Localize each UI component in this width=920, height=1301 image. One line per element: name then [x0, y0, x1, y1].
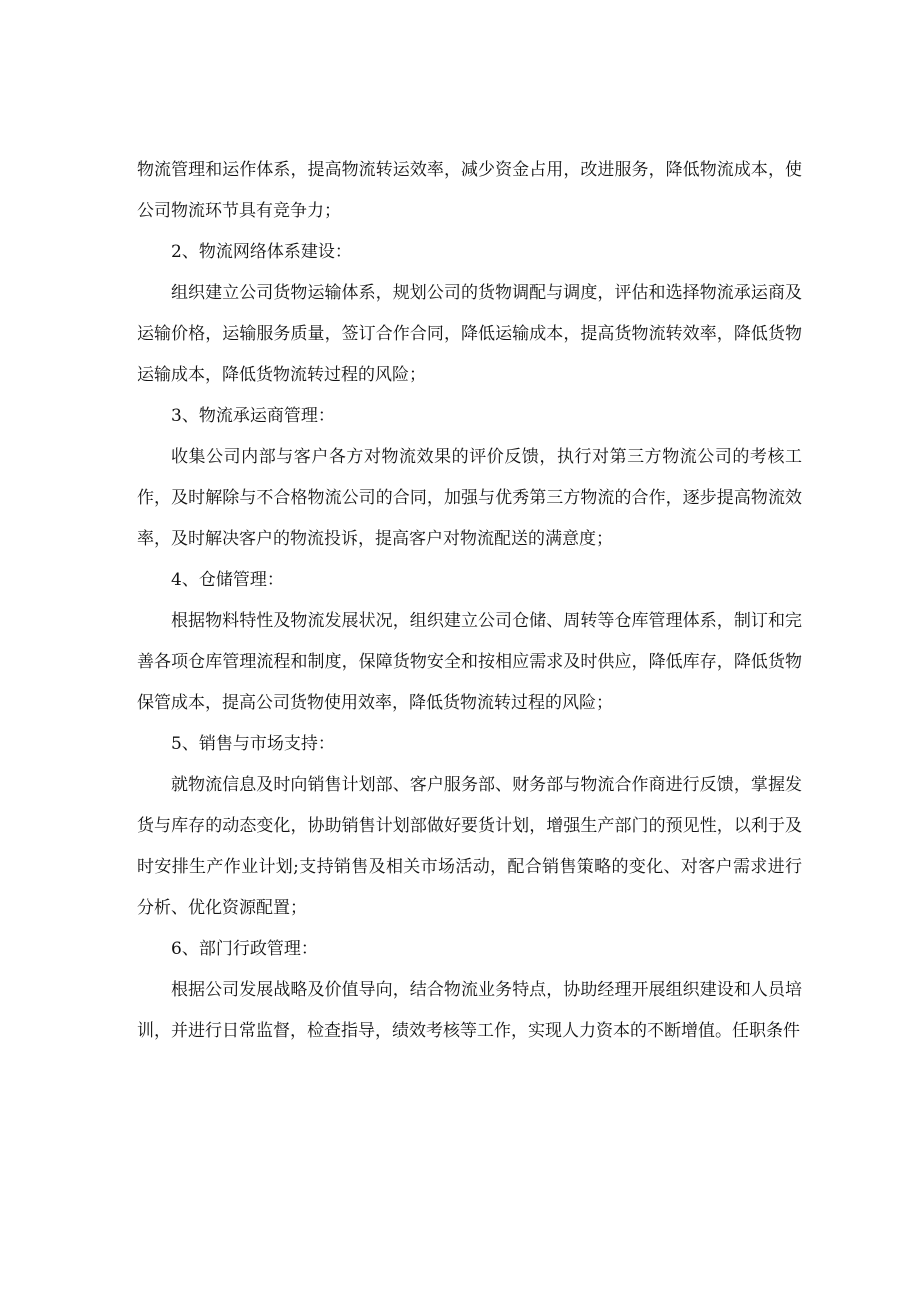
paragraph-warehouse: 根据物料特性及物流发展状况，组织建立公司仓储、周转等仓库管理体系，制订和完善各项仓库管理流程和制度，保障货物安全和按相应需求及时供应，降低库存，降低货物保管成本，提高公司货物使用效率，降低货物流转过程的风险；	[137, 611, 802, 713]
paragraph-network: 组织建立公司货物运输体系，规划公司的货物调配与调度，评估和选择物流承运商及运输价格，运输服务质量，签订合作合同，降低运输成本，提高货物流转效率，降低货物运输成本，降低货物流转过程的风险；	[137, 283, 802, 385]
document-body	[137, 150, 802, 1052]
paragraph-intro-continued: 物流管理和运作体系，提高物流转运效率，减少资金占用，改进服务，降低物流成本，使公司物流环节具有竞争力；	[137, 160, 802, 221]
section-heading-network: 2、物流网络体系建设：	[171, 242, 352, 262]
paragraph-carrier: 收集公司内部与客户各方对物流效果的评价反馈，执行对第三方物流公司的考核工作，及时解除与不合格物流公司的合同，加强与优秀第三方物流的合作，逐步提高物流效率，及时解决客户的物流投诉，提高客户对物流配送的满意度；	[137, 447, 802, 549]
paragraph-sales: 就物流信息及时向销售计划部、客户服务部、财务部与物流合作商进行反馈，掌握发货与库存的动态变化，协助销售计划部做好要货计划，增强生产部门的预见性，以利于及时安排生产作业计划;支持销售及相关市场活动，配合销售策略的变化、对客户需求进行分析、优化资源配置；	[137, 775, 802, 918]
section-heading-sales: 5、销售与市场支持：	[171, 734, 335, 754]
section-heading-warehouse: 4、仓储管理：	[171, 570, 284, 590]
section-heading-admin: 6、部门行政管理：	[171, 939, 318, 959]
paragraph-admin: 根据公司发展战略及价值导向，结合物流业务特点，协助经理开展组织建设和人员培训，并进行日常监督，检查指导，绩效考核等工作，实现人力资本的不断增值。任职条件	[137, 980, 802, 1041]
section-heading-carrier: 3、物流承运商管理：	[171, 406, 335, 426]
